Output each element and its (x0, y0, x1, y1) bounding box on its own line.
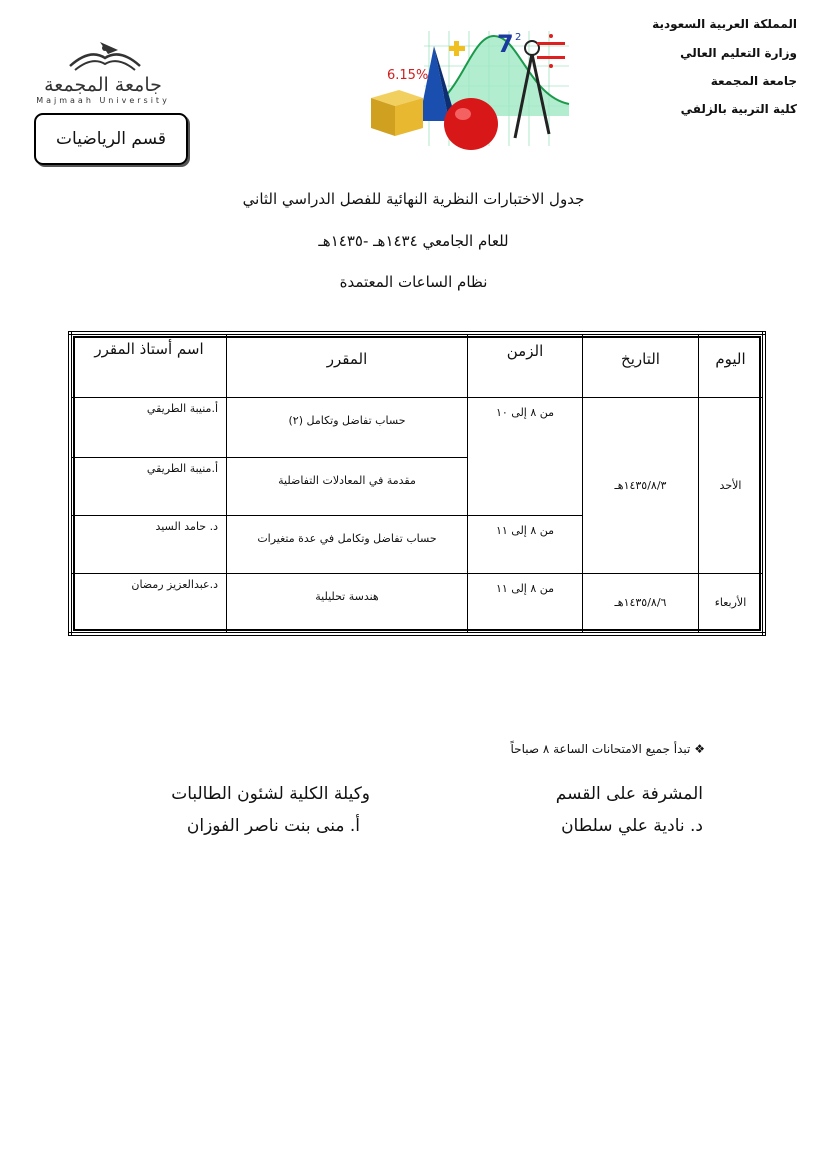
exam-schedule-table (68, 331, 766, 636)
course-cell: حساب تفاضل وتكامل (٢) (227, 398, 468, 458)
university-logo-icon (60, 38, 150, 76)
table-header-row (70, 333, 764, 398)
course-cell: حساب تفاضل وتكامل في عدة متغيرات (227, 516, 468, 574)
instructor-cell: أ.منيبة الطريقي (70, 398, 227, 458)
header-date: التاريخ (583, 333, 699, 398)
vice-dean-name: أ. منى بنت ناصر الفوزان (186, 816, 360, 836)
exponent-label: 2 (515, 32, 522, 43)
department-label: قسم الرياضيات (34, 113, 188, 165)
time-cell: من ٨ إلى ١١ (468, 516, 583, 574)
table-row (70, 398, 764, 458)
header-instructor: اسم أستاذ المقرر (70, 333, 227, 398)
academic-year: للعام الجامعي ١٤٣٤هـ -١٤٣٥هـ (318, 232, 509, 250)
day-cell: الأربعاء (699, 574, 765, 634)
day-cell: الأحد (699, 398, 765, 574)
math-illustration (369, 26, 571, 154)
header-day: اليوم (699, 333, 765, 398)
supervisor-name: د. نادية علي سلطان (561, 816, 703, 836)
date-cell: ١٤٣٥/٨/٣هـ (583, 398, 699, 574)
system-label: نظام الساعات المعتمدة (339, 273, 488, 291)
supervisor-title: المشرفة على القسم (555, 784, 703, 804)
course-cell: مقدمة في المعادلات التفاضلية (227, 458, 468, 516)
instructor-cell: د. حامد السيد (70, 516, 227, 574)
diamond-bullet-icon: ❖ (694, 742, 705, 756)
header-ministry: وزارة التعليم العالي (680, 46, 797, 60)
course-cell: هندسة تحليلية (227, 574, 468, 634)
header-university: جامعة المجمعة (710, 74, 797, 88)
vice-dean-title: وكيلة الكلية لشئون الطالبات (171, 784, 370, 804)
instructor-cell: أ.منيبة الطريقي (70, 458, 227, 516)
percent-label: 6.15% (387, 68, 429, 83)
note-text: تبدأ جميع الامتحانات الساعة ٨ صباحاً (510, 742, 691, 756)
logo-arabic: جامعة المجمعة (44, 74, 162, 96)
header-kingdom: المملكة العربية السعودية (652, 17, 797, 31)
time-cell: من ٨ إلى ١٠ (468, 398, 583, 516)
logo-english: Majmaah University (36, 96, 170, 105)
page-title: جدول الاختبارات النظرية النهائية للفصل الدراسي الثاني (242, 190, 585, 208)
time-cell: من ٨ إلى ١١ (468, 574, 583, 634)
exam-start-note (511, 742, 706, 756)
instructor-cell: د.عبدالعزيز رمضان (70, 574, 227, 634)
date-cell: ١٤٣٥/٨/٦هـ (583, 574, 699, 634)
header-course: المقرر (227, 333, 468, 398)
seven-label: 7 (497, 30, 514, 58)
header-time: الزمن (468, 333, 583, 398)
header-college: كلية التربية بالزلفي (680, 102, 797, 116)
table-row (70, 574, 764, 634)
